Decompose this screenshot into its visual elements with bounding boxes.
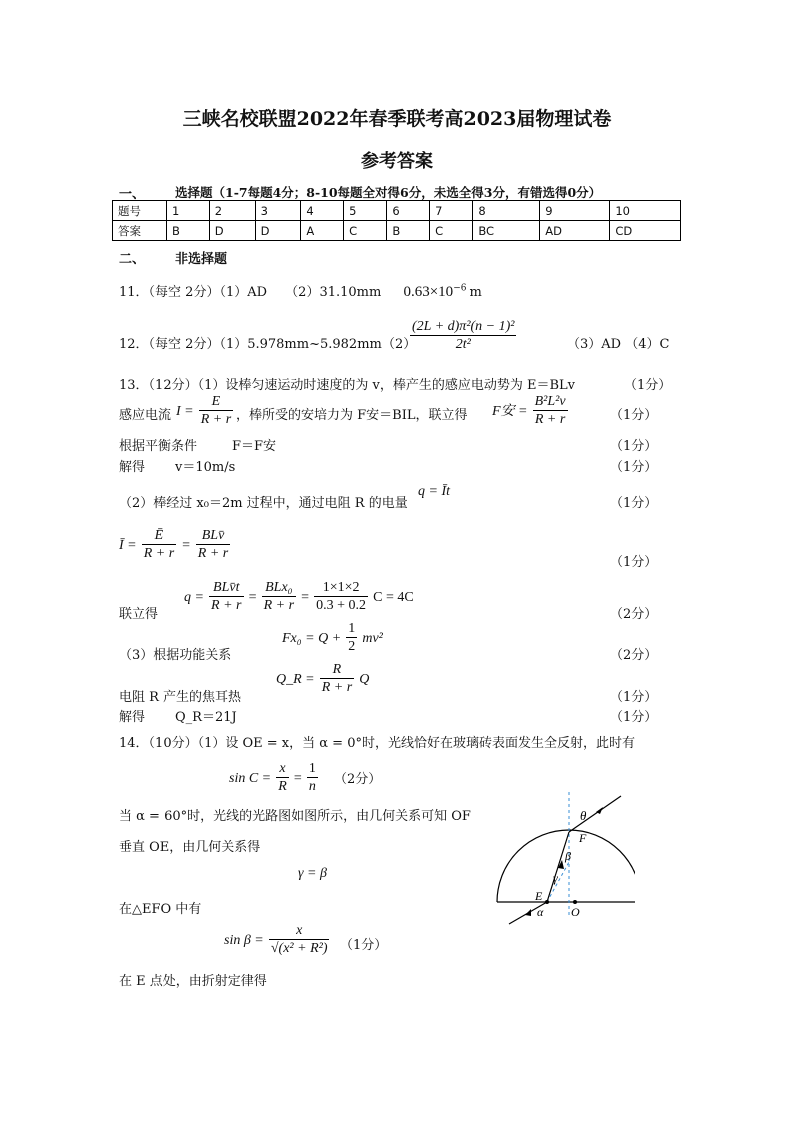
table-cell: BC bbox=[473, 221, 540, 241]
emergent-ray bbox=[569, 796, 621, 832]
table-cell: C bbox=[344, 221, 387, 241]
q13-current-lhs: I = bbox=[176, 404, 194, 419]
q11-exponent: −6 bbox=[453, 283, 467, 294]
q13-line8: （3）根据功能关系 bbox=[119, 648, 232, 663]
q13-line1: 13．（12分）（1）设棒匀速运动时速度的为 v，棒产生的感应电动势为 E＝BLv bbox=[119, 378, 575, 393]
q13-avg-num2: BLv̄ bbox=[196, 527, 230, 545]
q12-rest: （3）AD （4）C bbox=[567, 337, 670, 352]
q14-sinBeta-num: x bbox=[269, 922, 330, 940]
table-cell: 3 bbox=[255, 201, 301, 221]
q13-avg-den2: R + r bbox=[197, 546, 229, 561]
table-cell: 4 bbox=[301, 201, 344, 221]
q13-line3-eq: F＝F安 bbox=[232, 439, 277, 454]
table-cell: A bbox=[301, 221, 344, 241]
q11-value: 0.63×10 bbox=[403, 284, 454, 300]
q13-energy-den: 2 bbox=[348, 639, 356, 654]
q13-heat-num: R bbox=[320, 661, 354, 679]
q12-numerator: (2L + d)π²(n − 1)² bbox=[412, 319, 515, 334]
q12-formula bbox=[410, 318, 516, 353]
q13-charge-lhs: q = bbox=[184, 590, 204, 605]
q13-current-den: R + r bbox=[200, 412, 232, 427]
q13-line4-score: （1分） bbox=[610, 460, 658, 475]
row-label-number: 题号 bbox=[113, 201, 167, 221]
q14-line1: 14．（10分）（1）设 OE = x，当 α = 0°时，光线恰好在玻璃砖表面发生全反射，此时有 bbox=[119, 736, 635, 751]
q13-line3-score: （1分） bbox=[610, 439, 658, 454]
q13-line5: （2）棒经过 x₀＝2m 过程中，通过电阻 R 的电量 bbox=[119, 496, 408, 511]
table-cell: D bbox=[209, 221, 255, 241]
incident-arrow bbox=[525, 909, 531, 916]
q13-heat-den: R + r bbox=[321, 680, 353, 695]
point-E bbox=[545, 900, 549, 904]
table-row-numbers bbox=[113, 201, 681, 221]
q12-prefix: 12．（每空 2分）（1）5.978mm~5.982mm bbox=[119, 337, 382, 352]
q14-line6: 在△EFO 中有 bbox=[119, 902, 202, 917]
q13-line10: 解得 bbox=[119, 710, 146, 725]
q13-force-num: B²L²v bbox=[534, 394, 566, 409]
row-label-answer: 答案 bbox=[113, 221, 167, 241]
q13-charge-den3: 0.3 + 0.2 bbox=[316, 598, 367, 613]
answer-table bbox=[112, 200, 681, 241]
table-cell: 7 bbox=[430, 201, 473, 221]
page-subtitle: 参考答案 bbox=[361, 151, 433, 172]
q13-heat-lhs: Q_R = bbox=[276, 672, 315, 687]
section2-label: 非选择题 bbox=[175, 252, 228, 267]
q14-line5: γ = β bbox=[298, 866, 327, 881]
q12-denominator: 2t² bbox=[455, 337, 471, 352]
label-O: O bbox=[571, 905, 580, 919]
q11-line bbox=[119, 281, 482, 301]
q13-line4-eq: v＝10m/s bbox=[175, 460, 236, 475]
table-cell: AD bbox=[540, 221, 610, 241]
q14-sinC-lhs: sin C = bbox=[229, 771, 272, 786]
q13-heat-tail: Q bbox=[359, 672, 370, 687]
label-E: E bbox=[535, 889, 543, 903]
q14-line8: 在 E 点处，由折射定律得 bbox=[119, 974, 267, 989]
label-theta: θ bbox=[580, 808, 587, 823]
q14-sinC-num2: 1 bbox=[308, 761, 316, 776]
q14-line2-score: （2分） bbox=[334, 772, 382, 787]
table-cell: 1 bbox=[167, 201, 210, 221]
refracted-ray bbox=[547, 832, 569, 902]
table-cell: 10 bbox=[610, 201, 681, 221]
table-cell: CD bbox=[610, 221, 681, 241]
q13-charge-num3: 1×1×2 bbox=[314, 579, 368, 597]
q13-avg-equals: = bbox=[181, 538, 191, 553]
q13-line7: 联立得 bbox=[119, 607, 159, 622]
q13-line10-eq: Q_R＝21J bbox=[175, 710, 237, 725]
label-alpha: α bbox=[537, 905, 544, 919]
table-cell: D bbox=[255, 221, 301, 241]
page-title: 三峡名校联盟2022年春季联考高2023届物理试卷 bbox=[182, 108, 612, 130]
table-cell: B bbox=[167, 221, 210, 241]
q13-avg-lhs: Ī = bbox=[119, 538, 137, 553]
label-F: F bbox=[579, 831, 587, 845]
q13-line10-score: （1分） bbox=[610, 710, 658, 725]
table-cell: B bbox=[387, 221, 430, 241]
table-cell: 8 bbox=[473, 201, 540, 221]
section1-number: 一、 bbox=[119, 187, 146, 202]
q13-line3: 根据平衡条件 bbox=[119, 439, 198, 454]
point-O bbox=[573, 900, 577, 904]
q13-line2-score: （1分） bbox=[610, 408, 658, 423]
table-cell: 6 bbox=[387, 201, 430, 221]
q13-current-formula bbox=[176, 393, 233, 428]
q13-line2-b: ，棒所受的安培力为 F安＝BIL，联立得 bbox=[236, 408, 468, 423]
q13-line4: 解得 bbox=[119, 460, 146, 475]
q13-heat-formula bbox=[276, 661, 369, 696]
q14-sinBeta-formula bbox=[224, 922, 329, 957]
table-row-answers bbox=[113, 221, 681, 241]
q13-line5-eq: q = Īt bbox=[418, 484, 450, 499]
q13-charge-num2: BLx₀ bbox=[262, 579, 296, 597]
q13-charge-num1: BLv̄t bbox=[209, 579, 243, 597]
q14-sinBeta-lhs: sin β = bbox=[224, 933, 264, 948]
q13-energy-formula bbox=[282, 620, 383, 655]
table-cell: 9 bbox=[540, 201, 610, 221]
q13-line6-score: （1分） bbox=[610, 555, 658, 570]
q13-charge-den1: R + r bbox=[211, 598, 242, 613]
q13-line9-score: （1分） bbox=[610, 690, 658, 705]
q14-sinC-num1: x bbox=[276, 760, 289, 778]
section1-label: 选择题（1-7每题4分；8-10每题全对得6分，未选全得3分，有错选得0分） bbox=[175, 185, 602, 200]
q13-energy-lhs: Fx₀ = Q + bbox=[282, 631, 342, 646]
q14-line7-score: （1分） bbox=[340, 938, 388, 953]
q13-line1-score: （1分） bbox=[624, 378, 672, 393]
q11-prefix: 11．（每空 2分）（1）AD bbox=[119, 285, 268, 300]
q13-charge-formula: q = $\frac{\text{BLv̄t}}{R + r}$ = $\frac{\text{BLx₀}}{R + r}$ = $\frac{1\times 1\times 2}{0.3 + 0.2}$ C = 4C bbox=[184, 580, 414, 613]
q14-sinC-den2: n bbox=[308, 779, 316, 794]
q13-line8-score: （2分） bbox=[610, 648, 658, 663]
q14-sinC-den1: R bbox=[278, 779, 287, 794]
q13-avg-den1: R + r bbox=[143, 546, 175, 561]
q13-current-num: E bbox=[199, 393, 233, 411]
q11-unit: m bbox=[469, 285, 482, 300]
q13-charge-den2: R + r bbox=[263, 598, 295, 613]
q13-line9: 电阻 R 产生的焦耳热 bbox=[119, 690, 242, 705]
section2-number: 二、 bbox=[119, 252, 146, 267]
q14-line4: 垂直 OE，由几何关系得 bbox=[119, 840, 261, 855]
q13-energy-rhs: mv² bbox=[362, 631, 383, 646]
q13-force-lhs: F安 = bbox=[492, 404, 528, 419]
table-cell: C bbox=[430, 221, 473, 241]
q13-force-den: R + r bbox=[534, 412, 566, 427]
q14-sinBeta-den: √(x² + R²) bbox=[270, 941, 328, 956]
q13-line5-score: （1分） bbox=[610, 496, 658, 511]
refraction-diagram bbox=[495, 790, 635, 935]
table-cell: 2 bbox=[209, 201, 255, 221]
q11-part2: （2）31.10mm bbox=[285, 285, 382, 300]
label-gamma: γ bbox=[553, 871, 558, 885]
q14-sinC-formula: sin C = $\frac{x}{R}$ = $\frac{1}{n}$ bbox=[229, 761, 316, 794]
q13-avg-num1: Ē bbox=[142, 527, 176, 545]
q13-average-current-formula bbox=[119, 527, 230, 562]
q13-charge-result: C = 4C bbox=[373, 590, 414, 605]
q12-part2: （2） bbox=[382, 337, 417, 352]
q13-energy-num: 1 bbox=[348, 621, 356, 636]
label-beta: β bbox=[565, 849, 571, 863]
q13-line2-a: 感应电流 bbox=[119, 408, 172, 423]
table-cell: 5 bbox=[344, 201, 387, 221]
q13-line7-score: （2分） bbox=[610, 607, 658, 622]
q13-force-formula bbox=[492, 393, 568, 428]
q14-line3: 当 α = 60°时，光线的光路图如图所示，由几何关系可知 OF bbox=[119, 809, 471, 824]
